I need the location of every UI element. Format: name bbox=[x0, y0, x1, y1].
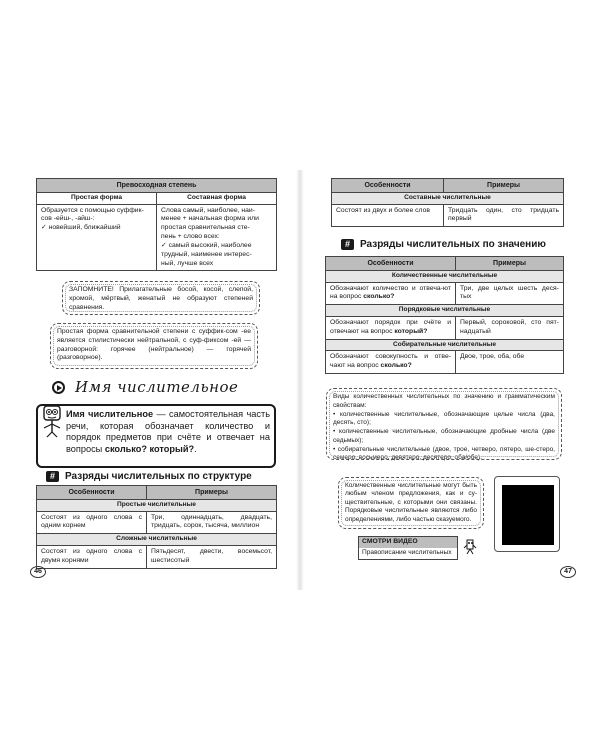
hash-icon: # bbox=[46, 471, 59, 482]
col-features: Особенности bbox=[37, 486, 147, 500]
superlative-table bbox=[36, 178, 277, 271]
table-cell: Состоят из двух и более слов bbox=[332, 204, 444, 227]
memo-comparative-style: Простая форма сравнительной степени с суффик-сом -ее является стилистически нейтральной, с суф-фиксом -ей — разговорной: горячее (нейтральное) — горячей (разговорное). bbox=[50, 323, 258, 369]
table-cell: Тридцать один, сто тридцать первый bbox=[444, 204, 564, 227]
table-cell: Состоят из одного слова с одним корнем bbox=[37, 511, 147, 534]
table-cell: Состоят из одного слова с двумя корнями bbox=[37, 545, 147, 568]
hash-icon: # bbox=[341, 239, 354, 250]
pencil-mascot-icon bbox=[463, 539, 477, 555]
simple-form-cell: Образуется с помощью суффик- сов -ейш-, -айш-: ✓ новейший, ближайший bbox=[37, 204, 157, 271]
memo-no-comparison: ЗАПОМНИТЕ! Прилагательные босой, косой, слепой, хромой, мёртвый, женатый не образуют степеней сравнения. bbox=[62, 281, 260, 315]
structure-table bbox=[36, 485, 277, 569]
definition-text: Имя числительное — самостоятельная часть речи, которая обозначает количество и порядок предметов при счёте и отвечает на вопросы сколько? который?. bbox=[66, 409, 270, 454]
col-features: Особенности bbox=[332, 179, 444, 193]
table-cell: Обозначают порядок при счёте и отвечают на вопрос который? bbox=[326, 316, 456, 339]
page-number-right: 47 bbox=[560, 566, 576, 578]
watch-video-label: СМОТРИ ВИДЕО bbox=[359, 537, 457, 548]
structure-section-title: # Разряды числительных по структуре bbox=[46, 470, 252, 483]
group-cardinal: Количественные числительные bbox=[326, 271, 564, 283]
table-cell: Двое, трое, оба, обе bbox=[456, 351, 564, 374]
mascot-icon bbox=[40, 404, 64, 438]
qr-code-image bbox=[502, 485, 554, 545]
page-number-left: 46 bbox=[30, 566, 46, 578]
group-simple: Простые числительные bbox=[37, 500, 277, 512]
play-icon bbox=[52, 381, 65, 394]
table-cell: Пятьдесят, двести, восемьсот, шестисотый bbox=[147, 545, 277, 568]
col-simple-form: Простая форма bbox=[37, 193, 157, 205]
group-compound: Составные числительные bbox=[332, 193, 564, 205]
book-gutter bbox=[296, 170, 304, 590]
compound-form-cell: Слова самый, наиболее, наи- менее + начальная форма или простая сравнительная сте- пень + слово всех: ✓ самый высокий, наиболее трудный, наименее интерес- ный, лучше всех bbox=[157, 204, 277, 271]
memo-syntax-role: Количественные числительные могут быть любым членом предложения, как и су-ществительные, с которыми они связаны. Порядковые числительные являются либо определениями, либо частью сказуемого. bbox=[338, 477, 484, 529]
watch-video-box[interactable] bbox=[358, 536, 458, 560]
table-cell: Три, две целых шесть деся-тых bbox=[456, 282, 564, 305]
memo-cardinal-types: Виды количественных числительных по значению и грамматическим свойствам: • количественные числительные, обозначающие целые числа (два, десять, сто); • количественные числительные, обозначающие дробные числа (две седьмых); • собирательные числительные (двое, трое, четверо, пятеро, ше-стеро, семеро, восьмеро, девятеро, десятеро, оба/обе). bbox=[326, 388, 562, 460]
right-page bbox=[300, 0, 600, 750]
watch-video-topic[interactable]: Правописание числительных bbox=[362, 549, 452, 556]
group-collective: Собирательные числительные bbox=[326, 339, 564, 351]
group-ordinal: Порядковые числительные bbox=[326, 305, 564, 317]
table-cell: Первый, сороковой, сто пят-надцатый bbox=[456, 316, 564, 339]
col-examples: Примеры bbox=[147, 486, 277, 500]
table-cell: Обозначают количество и отвеча-ют на вопрос сколько? bbox=[326, 282, 456, 305]
chapter-title: Имя числительное bbox=[52, 378, 238, 398]
col-features: Особенности bbox=[326, 257, 456, 271]
table-cell: Обозначают совокупность и отве-чают на вопрос сколько? bbox=[326, 351, 456, 374]
group-complex: Сложные числительные bbox=[37, 534, 277, 546]
meaning-section-title: # Разряды числительных по значению bbox=[341, 238, 546, 251]
compound-numerals-table bbox=[331, 178, 564, 227]
col-examples: Примеры bbox=[456, 257, 564, 271]
meaning-table bbox=[325, 256, 564, 374]
qr-code[interactable] bbox=[494, 476, 560, 552]
col-compound-form: Составная форма bbox=[157, 193, 277, 205]
superlative-header: Превосходная степень bbox=[37, 179, 277, 193]
table-cell: Три, одиннадцать, двадцать, тридцать, сорок, тысяча, миллион bbox=[147, 511, 277, 534]
col-examples: Примеры bbox=[444, 179, 564, 193]
